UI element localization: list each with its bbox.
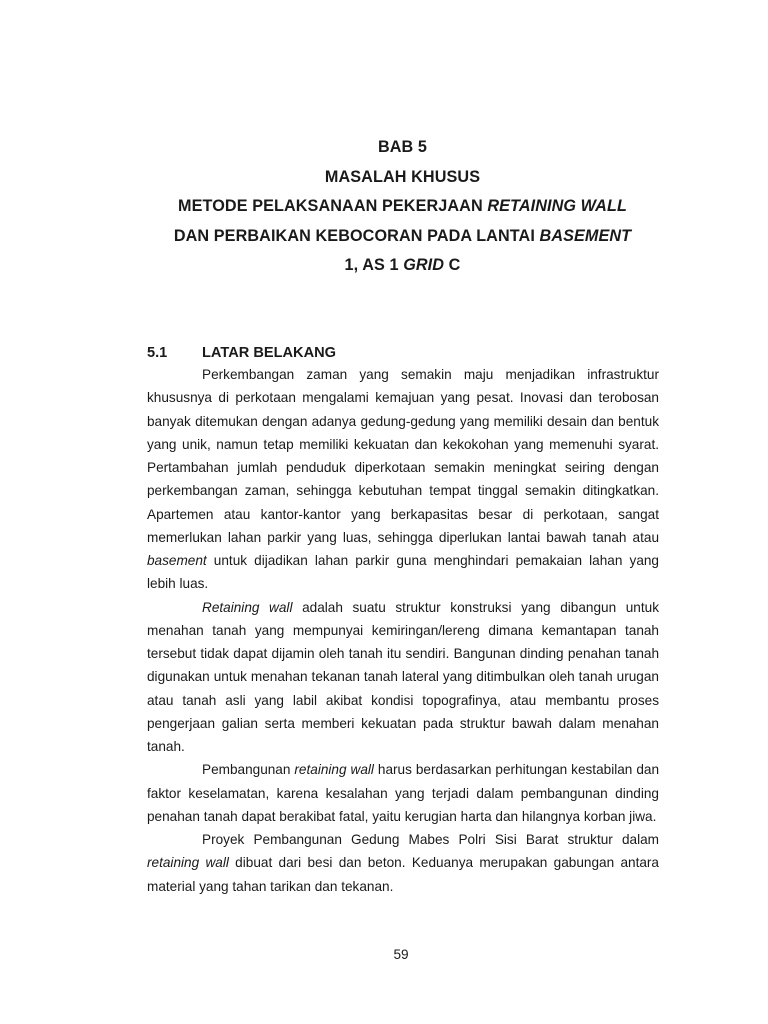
section-title: LATAR BELAKANG xyxy=(202,345,337,361)
paragraph-1 xyxy=(147,363,659,596)
paragraph-2 xyxy=(147,596,659,759)
paragraph-3-text-a: Pembangunan xyxy=(202,762,295,778)
paragraph-2-emphasis: Retaining wall xyxy=(202,599,293,615)
chapter-title-line-2-text: DAN PERBAIKAN KEBOCORAN PADA LANTAI xyxy=(173,226,540,245)
section-heading xyxy=(147,343,336,363)
paragraph-4-text-a: Proyek Pembangunan Gedung Mabes Polri Sisi Barat struktur dalam xyxy=(202,832,659,847)
paragraph-3-text-b: harus berdasarkan perhitungan kestabilan dan faktor keselamatan, karena kesalahan yang terjadi dalam pembangunan dinding penahan tanah dapat berakibat fatal, yaitu kerugian harta dan hilangnya korban jiwa. xyxy=(147,762,660,824)
chapter-title-line-2 xyxy=(100,222,705,252)
chapter-label: BAB 5 xyxy=(377,138,428,156)
paragraph-3 xyxy=(147,758,659,828)
chapter-title-line-3 xyxy=(100,251,705,281)
paragraph-2-text: adalah suatu struktur konstruksi yang dibangun untuk menahan tanah yang mempunyai kemiringan/lereng dimana kemantapan tanah tersebut tidak dapat dijamin oleh tanah itu sendiri. Bangunan dinding penahan tanah digunakan untuk menahan tekanan tanah lateral yang ditimbulkan oleh tanah urugan atau tanah asli yang labil akibat kondisi topografinya, atau membantu proses pengerjaan galian serta memberi kekuatan pada struktur bawah dalam menahan tanah. xyxy=(147,599,659,754)
paragraph-1-text-a: Perkembangan zaman yang semakin maju menjadikan infrastruktur khususnya di perkotaan mengalami kemajuan yang pesat. Inovasi dan terobosan banyak ditemukan dengan adanya gedung-gedung yang memiliki desain dan bentuk yang unik, namun tetap memiliki kekuatan dan kekokohan yang memenuhi syarat. Pertambahan jumlah penduduk diperkotaan semakin meningkat seiring dengan perkembangan zaman, sehingga kebutuhan tempat tinggal semakin ditingkatkan. Apartemen atau kantor-kantor yang berkapasitas besar di perkotaan, sangat memerlukan lahan parkir yang luas, sehingga diperlukan lantai bawah tanah atau xyxy=(147,367,659,545)
body-text xyxy=(147,363,659,898)
section-number: 5.1 xyxy=(147,345,168,361)
paragraph-4-emphasis: retaining wall xyxy=(147,855,229,871)
chapter-title-line-1-text: METODE PELAKSANAAN PEKERJAAN xyxy=(178,197,488,216)
paragraph-3-emphasis: retaining wall xyxy=(294,762,374,778)
chapter-title-line-3-emphasis: GRID xyxy=(403,256,445,275)
paragraph-4 xyxy=(147,828,659,898)
chapter-title-line-2-emphasis: BASEMENT xyxy=(539,226,632,245)
page-number: 59 xyxy=(393,947,409,962)
chapter-title-line-3-text: 1, AS 1 xyxy=(344,256,404,275)
paragraph-1-text-b: untuk dijadikan lahan parkir guna menghindari pemakaian lahan yang lebih luas. xyxy=(147,553,659,592)
chapter-title-line-1-emphasis: RETAINING WALL xyxy=(487,197,627,216)
paragraph-4-text-b: dibuat dari besi dan beton. Keduanya merupakan gabungan antara material yang tahan tarikan dan tekanan. xyxy=(147,855,659,894)
chapter-heading xyxy=(100,133,705,281)
paragraph-1-emphasis: basement xyxy=(147,553,207,568)
chapter-title-line-1 xyxy=(100,192,705,222)
chapter-title-line-3-suffix: C xyxy=(444,256,461,275)
chapter-subtitle: MASALAH KHUSUS xyxy=(324,167,481,186)
